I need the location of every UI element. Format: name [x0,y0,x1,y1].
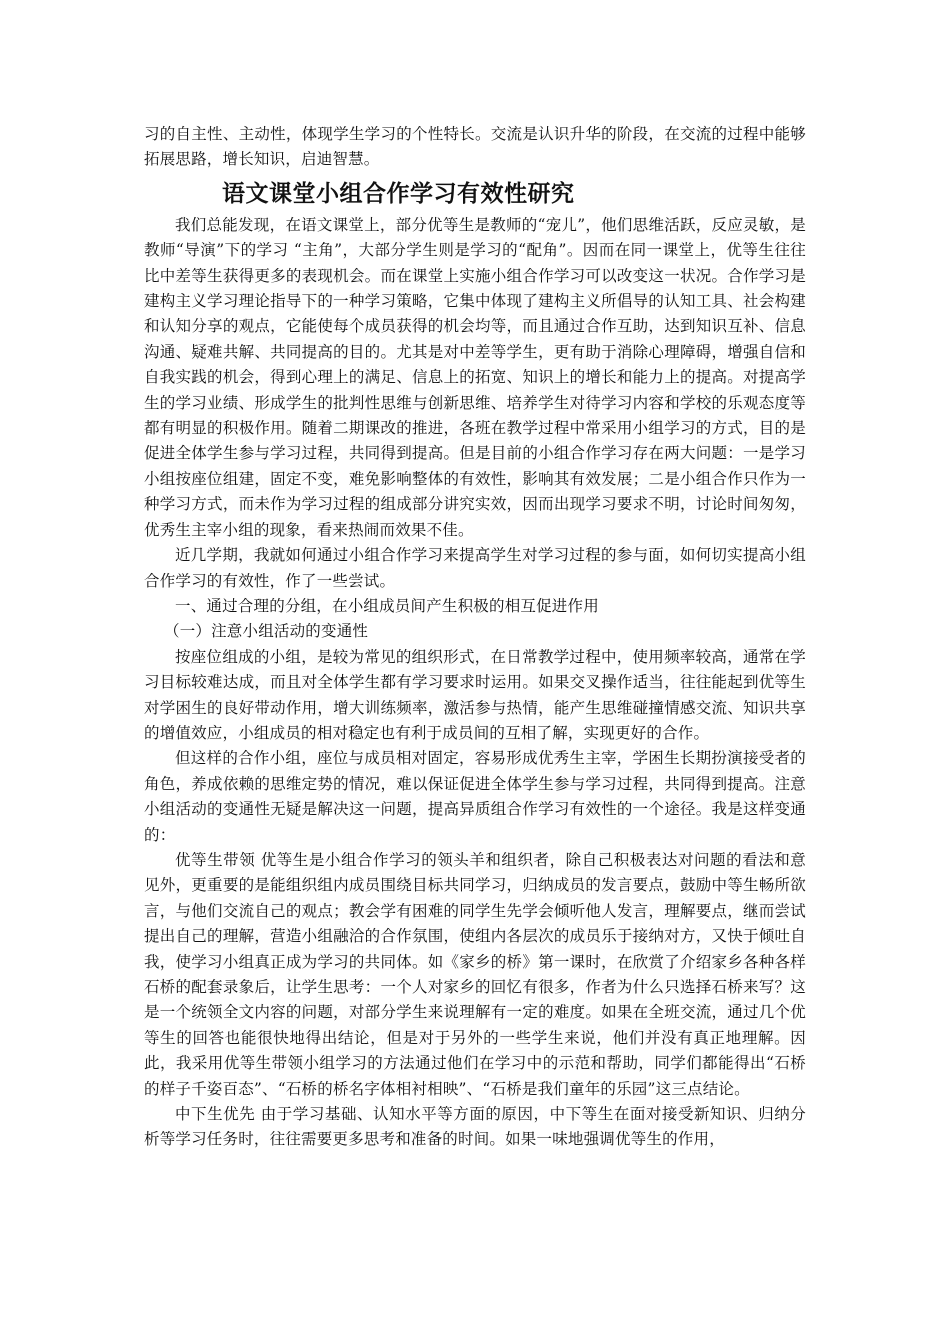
continuation-paragraph: 习的自主性、主动性，体现学生学习的个性特长。交流是认识升华的阶段，在交流的过程中能够拓展思路，增长知识，启迪智慧。 [144,125,806,169]
paragraph-seat-groups: 按座位组成的小组，是较为常见的组织形式，在日常教学过程中，使用频率较高，通常在学习目标较难达成，而且对全体学生都有学习要求时运用。如果交叉操作适当，往往能起到优等生对学困生的良好带动作用，增大训练频率，激活参与热情，能产生思维碰撞情感交流、知识共享的增值效应，小组成员的相对稳定也有利于成员间的互相了解，实现更好的合作。 [144,647,806,742]
paragraph-top-student-lead: 优等生带领 优等生是小组合作学习的领头羊和组织者，除自己积极表达对问题的看法和意见外，更重要的是能组织组内成员围绕目标共同学习，归纳成员的发言要点，鼓励中等生畅所欲言，与他们交流自己的观点；教会学有困难的同学生先学会倾听他人发言，理解要点，继而尝试提出自己的理解，营造小组融洽的合作氛围，使组内各层次的成员乐于接纳对方，又快于倾吐自我，使学习小组真正成为学习的共同体。如《家乡的桥》第一课时，在欣赏了介绍家乡各种各样石桥的配套录象后，让学生思考：一个人对家乡的回忆有很多，作者为什么只选择石桥来写？这是一个统领全文内容的问题，对部分学生来说理解有一定的难度。如果在全班交流，通过几个优等生的回答也能很快地得出结论，但是对于另外的一些学生来说，他们并没有真正地理解。因此，我采用优等生带领小组学习的方法通过他们在学习中的示范和帮助，同学们都能得出“石桥的样子千姿百态”、“石桥的桥名字体相衬相映”、“石桥是我们童年的乐园”这三点结论。 [144,850,806,1098]
document-page [144,122,806,1153]
paragraph-intro: 我们总能发现，在语文课堂上，部分优等生是教师的“宠儿”，他们思维活跃，反应灵敏，是教师“导演”下的学习 “主角”，大部分学生则是学习的“配角”。因而在同一课堂上，优等生往往比中差等生获得更多的表现机会。而在课堂上实施小组合作学习可以改变这一状况。合作学习是建构主义学习理论指导下的一种学习策略，它集中体现了建构主义所倡导的认知工具、社会构建和认知分享的观点，它能使每个成员获得的机会均等，而且通过合作互助，达到知识互补、信息沟通、疑难共解、共同提高的目的。尤其是对中差等学生，更有助于消除心理障碍，增强自信和自我实践的机会，得到心理上的满足、信息上的拓宽、知识上的增长和能力上的提高。对提高学生的学习业绩、形成学生的批判性思维与创新思维、培养学生对待学习内容和学校的乐观态度等都有明显的积极作用。随着二期课改的推进，各班在教学过程中常采用小组学习的方式，目的是促进全体学生参与学习过程，共同得到提高。但是目前的小组合作学习存在两大问题：一是学习小组按座位组建，固定不变，难免影响整体的有效性，影响其有效发展；二是小组合作只作为一种学习方式，而未作为学习过程的组成部分讲究实效，因而出现学习要求不明，讨论时间匆匆，优秀生主宰小组的现象，看来热闹而效果不佳。 [144,215,806,539]
paragraph-lower-students-first: 中下生优先 由于学习基础、认知水平等方面的原因，中下等生在面对接受新知识、归纳分析等学习任务时，往往需要更多思考和准备的时间。如果一味地强调优等生的作用， [144,1105,806,1149]
article-title: 语文课堂小组合作学习有效性研究 [222,180,575,207]
section-heading-1: 一、通过合理的分组，在小组成员间产生积极的相互促进作用 [175,596,599,615]
paragraph-flexibility: 但这样的合作小组，座位与成员相对固定，容易形成优秀生主宰，学困生长期扮演接受者的角色，养成依赖的思维定势的情况，难以保证促进全体学生参与学习过程，共同得到提高。注意小组活动的变通性无疑是解决这一问题，提高异质组合作学习有效性的一个途径。我是这样变通的： [144,749,806,844]
paragraph-attempt: 近几学期，我就如何通过小组合作学习来提高学生对学习过程的参与面，如何切实提高小组合作学习的有效性，作了一些尝试。 [144,546,806,590]
subsection-heading-1: （一）注意小组活动的变通性 [164,622,369,641]
